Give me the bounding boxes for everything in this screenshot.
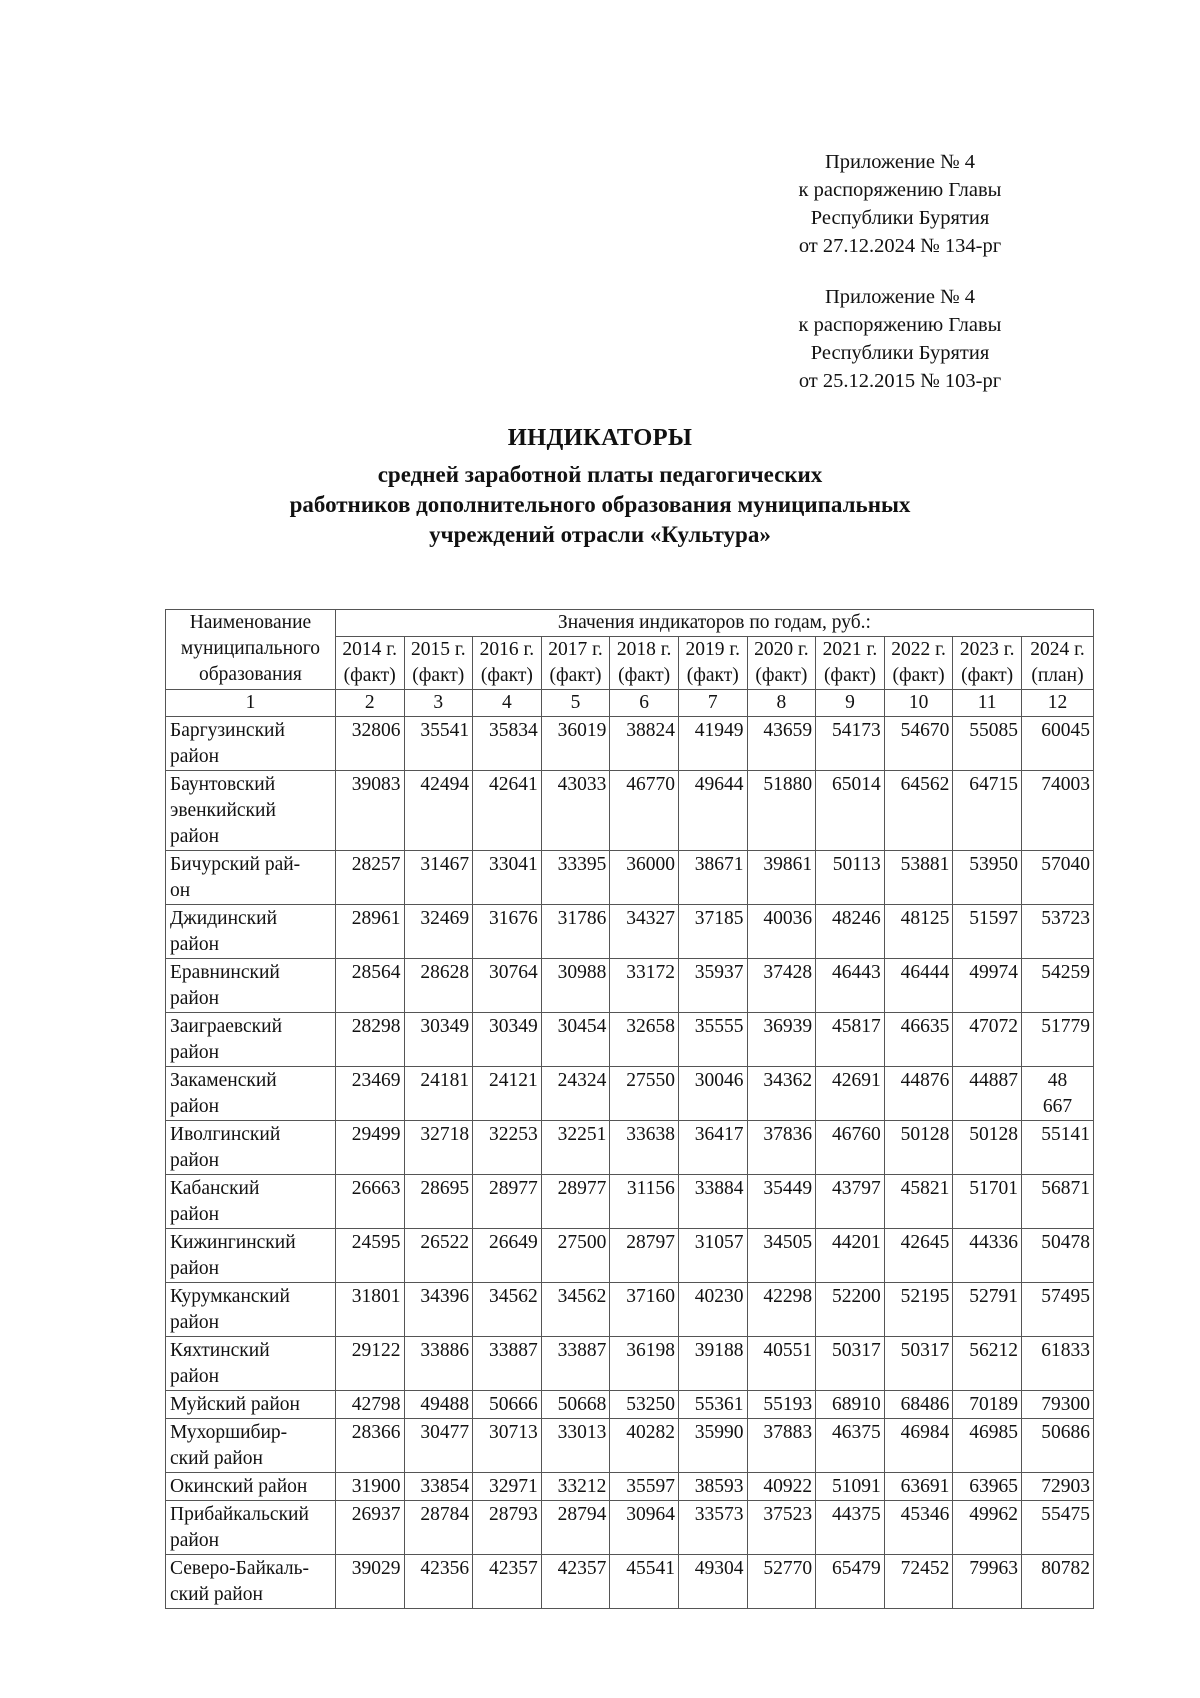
indicator-value: 37428: [747, 959, 816, 1013]
indicator-value: 42356: [404, 1555, 473, 1609]
indicator-value: 43659: [747, 717, 816, 771]
column-header-year: 2024 г.: [1021, 637, 1093, 664]
indicator-value: 33172: [610, 959, 679, 1013]
indicator-value: 33886: [404, 1337, 473, 1391]
indicator-value: 36417: [678, 1121, 747, 1175]
column-header-type: (план): [1021, 663, 1093, 690]
indicator-value: 41949: [678, 717, 747, 771]
column-number: 10: [884, 690, 953, 717]
indicator-value: 35449: [747, 1175, 816, 1229]
indicator-value: 64715: [953, 771, 1022, 851]
table-row: [166, 1419, 1094, 1473]
column-header-name: Наименование муниципального образования: [166, 610, 336, 690]
municipality-name: Кижингинский район: [166, 1229, 336, 1283]
municipality-name: Джидинский район: [166, 905, 336, 959]
indicator-value: 32971: [473, 1473, 542, 1501]
indicator-value: 50317: [884, 1337, 953, 1391]
indicator-value: 42494: [404, 771, 473, 851]
indicator-value: 51597: [953, 905, 1022, 959]
indicator-value: 46375: [816, 1419, 885, 1473]
indicator-value: 49644: [678, 771, 747, 851]
indicator-value: 42798: [335, 1391, 404, 1419]
indicator-value: 34562: [541, 1283, 610, 1337]
indicator-value: 51779: [1021, 1013, 1093, 1067]
column-header-year: 2016 г.: [473, 637, 542, 664]
municipality-name: Бичурский рай- он: [166, 851, 336, 905]
indicator-value: 30988: [541, 959, 610, 1013]
indicator-value: 51880: [747, 771, 816, 851]
indicator-value: 26649: [473, 1229, 542, 1283]
indicator-value: 68910: [816, 1391, 885, 1419]
column-number: 11: [953, 690, 1022, 717]
table-row: [166, 1175, 1094, 1229]
municipality-name: Иволгинский район: [166, 1121, 336, 1175]
indicator-value: 29499: [335, 1121, 404, 1175]
indicator-value: 31786: [541, 905, 610, 959]
indicator-value: 63691: [884, 1473, 953, 1501]
indicator-value: 70189: [953, 1391, 1022, 1419]
municipality-name: Мухоршибир- ский район: [166, 1419, 336, 1473]
municipality-name: Кяхтинский район: [166, 1337, 336, 1391]
indicator-value: 50686: [1021, 1419, 1093, 1473]
indicator-value: 36198: [610, 1337, 679, 1391]
indicator-value: 57495: [1021, 1283, 1093, 1337]
indicator-value: 46985: [953, 1419, 1022, 1473]
appendix-date-line: от 25.12.2015 № 103-рг: [798, 370, 1002, 392]
municipality-name: Муйский район: [166, 1391, 336, 1419]
indicator-value: 28784: [404, 1501, 473, 1555]
indicator-value: 28257: [335, 851, 404, 905]
indicator-value: 36000: [610, 851, 679, 905]
indicator-value: 31801: [335, 1283, 404, 1337]
table-row: [166, 1229, 1094, 1283]
indicator-value: 55193: [747, 1391, 816, 1419]
indicator-value: 42298: [747, 1283, 816, 1337]
municipality-name: Северо-Байкаль- ский район: [166, 1555, 336, 1609]
column-header-year: 2019 г.: [678, 637, 747, 664]
indicator-value: 35937: [678, 959, 747, 1013]
indicator-value: 52195: [884, 1283, 953, 1337]
column-header-year: 2022 г.: [884, 637, 953, 664]
indicator-value: 53723: [1021, 905, 1093, 959]
indicator-value: 28977: [541, 1175, 610, 1229]
indicator-value: 37185: [678, 905, 747, 959]
indicator-value: 51701: [953, 1175, 1022, 1229]
indicator-value: 49974: [953, 959, 1022, 1013]
column-header-type: (факт): [541, 663, 610, 690]
indicator-value: 26663: [335, 1175, 404, 1229]
indicator-value: 32469: [404, 905, 473, 959]
indicator-value: 31676: [473, 905, 542, 959]
indicators-table: [165, 609, 1094, 1609]
indicator-value: 26522: [404, 1229, 473, 1283]
document-title: [0, 423, 1200, 550]
indicator-value: 54173: [816, 717, 885, 771]
indicator-value: 68486: [884, 1391, 953, 1419]
column-number: 2: [335, 690, 404, 717]
title-main: ИНДИКАТОРЫ: [507, 424, 693, 451]
indicator-value: 35555: [678, 1013, 747, 1067]
appendix-line: Приложение № 4: [824, 286, 976, 308]
indicator-value: 34396: [404, 1283, 473, 1337]
indicator-value: 44876: [884, 1067, 953, 1121]
indicator-value: 53250: [610, 1391, 679, 1419]
column-header-year: 2020 г.: [747, 637, 816, 664]
indicator-value: 32806: [335, 717, 404, 771]
indicator-value: 32253: [473, 1121, 542, 1175]
table-row: [166, 1501, 1094, 1555]
indicator-value: 42357: [473, 1555, 542, 1609]
column-header-year: 2015 г.: [404, 637, 473, 664]
appendix-line: Республики Бурятия: [810, 342, 990, 364]
indicator-value: 39083: [335, 771, 404, 851]
indicator-value: 39029: [335, 1555, 404, 1609]
indicator-value: 34562: [473, 1283, 542, 1337]
indicator-value: 33638: [610, 1121, 679, 1175]
indicator-value: 50666: [473, 1391, 542, 1419]
column-number: 3: [404, 690, 473, 717]
title-line: средней заработной платы педагогических: [377, 462, 823, 487]
indicator-value: 28977: [473, 1175, 542, 1229]
indicator-value: 29122: [335, 1337, 404, 1391]
indicator-value: 43033: [541, 771, 610, 851]
indicator-value: 30349: [404, 1013, 473, 1067]
indicator-value: 37836: [747, 1121, 816, 1175]
indicator-value: 33884: [678, 1175, 747, 1229]
indicator-value: 48125: [884, 905, 953, 959]
indicator-value: 49488: [404, 1391, 473, 1419]
indicator-value: 24324: [541, 1067, 610, 1121]
indicator-value: 79963: [953, 1555, 1022, 1609]
indicator-value: 46760: [816, 1121, 885, 1175]
indicator-value: 33041: [473, 851, 542, 905]
column-group-header: Значения индикаторов по годам, руб.:: [335, 610, 1093, 637]
indicator-value: 50128: [953, 1121, 1022, 1175]
table-row: [166, 851, 1094, 905]
indicator-value: 42691: [816, 1067, 885, 1121]
indicator-value: 34362: [747, 1067, 816, 1121]
indicator-value: 40922: [747, 1473, 816, 1501]
column-number: 5: [541, 690, 610, 717]
column-header-type: (факт): [610, 663, 679, 690]
indicator-value: 55475: [1021, 1501, 1093, 1555]
indicator-value: 55085: [953, 717, 1022, 771]
indicator-value: 44336: [953, 1229, 1022, 1283]
indicator-value: 61833: [1021, 1337, 1093, 1391]
indicator-value: 50668: [541, 1391, 610, 1419]
indicator-value: 42641: [473, 771, 542, 851]
indicator-value: 44887: [953, 1067, 1022, 1121]
indicator-value: 54259: [1021, 959, 1093, 1013]
indicator-value: 30964: [610, 1501, 679, 1555]
indicator-value: 30454: [541, 1013, 610, 1067]
municipality-name: Баунтовский эвенкийский район: [166, 771, 336, 851]
indicator-value: 27550: [610, 1067, 679, 1121]
indicator-value: 28794: [541, 1501, 610, 1555]
indicator-value: 32718: [404, 1121, 473, 1175]
indicator-value: 33573: [678, 1501, 747, 1555]
title-line: учреждений отрасли «Культура»: [429, 522, 771, 547]
indicator-value: 28366: [335, 1419, 404, 1473]
column-number: 12: [1021, 690, 1093, 717]
indicator-value: 53881: [884, 851, 953, 905]
table-row: [166, 1121, 1094, 1175]
indicator-value: 79300: [1021, 1391, 1093, 1419]
indicator-value: 52770: [747, 1555, 816, 1609]
appendix-note-original: [760, 283, 1040, 395]
indicator-value: 50128: [884, 1121, 953, 1175]
table-row: [166, 959, 1094, 1013]
indicator-value: 55141: [1021, 1121, 1093, 1175]
table-body: [166, 717, 1094, 1609]
indicator-value: 27500: [541, 1229, 610, 1283]
indicator-value: 46443: [816, 959, 885, 1013]
indicator-value: 28797: [610, 1229, 679, 1283]
indicator-value: 53950: [953, 851, 1022, 905]
indicator-value: 80782: [1021, 1555, 1093, 1609]
column-number: 1: [166, 690, 336, 717]
indicator-value: 56871: [1021, 1175, 1093, 1229]
indicator-value: 46444: [884, 959, 953, 1013]
municipality-name: Заиграевский район: [166, 1013, 336, 1067]
indicator-value: 65014: [816, 771, 885, 851]
appendix-note-current: [760, 148, 1040, 260]
table-row: [166, 1473, 1094, 1501]
column-header-type: (факт): [747, 663, 816, 690]
indicator-value: 30477: [404, 1419, 473, 1473]
indicator-value: 56212: [953, 1337, 1022, 1391]
indicator-value: 28564: [335, 959, 404, 1013]
municipality-name: Окинский район: [166, 1473, 336, 1501]
indicator-value: 34505: [747, 1229, 816, 1283]
indicator-value: 32251: [541, 1121, 610, 1175]
column-header-year: 2014 г.: [335, 637, 404, 664]
indicator-value: 38671: [678, 851, 747, 905]
indicator-value: 35990: [678, 1419, 747, 1473]
indicator-value: 28298: [335, 1013, 404, 1067]
indicator-value: 35597: [610, 1473, 679, 1501]
indicator-value: 33887: [473, 1337, 542, 1391]
table-row: [166, 1391, 1094, 1419]
column-header-type: (факт): [884, 663, 953, 690]
indicator-value: 36019: [541, 717, 610, 771]
appendix-date-line: от 27.12.2024 № 134-рг: [798, 235, 1002, 257]
column-number: 4: [473, 690, 542, 717]
appendix-line: Республики Бурятия: [810, 207, 990, 229]
title-line: работников дополнительного образования муниципальных: [289, 492, 911, 517]
column-header-type: (факт): [678, 663, 747, 690]
indicator-value: 33887: [541, 1337, 610, 1391]
indicator-value: 33212: [541, 1473, 610, 1501]
column-header-year: 2018 г.: [610, 637, 679, 664]
indicator-value: 45817: [816, 1013, 885, 1067]
column-number: 7: [678, 690, 747, 717]
municipality-name: Прибайкальский район: [166, 1501, 336, 1555]
header-row: [166, 610, 1094, 637]
indicator-value: 46984: [884, 1419, 953, 1473]
indicator-value: 64562: [884, 771, 953, 851]
indicator-value: 35541: [404, 717, 473, 771]
indicator-value: 28961: [335, 905, 404, 959]
indicator-value: 30764: [473, 959, 542, 1013]
indicator-value: 42357: [541, 1555, 610, 1609]
indicator-value: 34327: [610, 905, 679, 959]
indicator-value: 28628: [404, 959, 473, 1013]
table-header: [166, 610, 1094, 717]
indicator-value: 26937: [335, 1501, 404, 1555]
indicator-value: 33854: [404, 1473, 473, 1501]
column-number: 6: [610, 690, 679, 717]
indicator-value: 40230: [678, 1283, 747, 1337]
column-number: 9: [816, 690, 885, 717]
indicator-value: 49962: [953, 1501, 1022, 1555]
column-header-year: 2023 г.: [953, 637, 1022, 664]
municipality-name: Закаменский район: [166, 1067, 336, 1121]
indicator-value: 42645: [884, 1229, 953, 1283]
indicator-value: 50478: [1021, 1229, 1093, 1283]
indicator-value: 55361: [678, 1391, 747, 1419]
indicator-value: 48246: [816, 905, 885, 959]
indicator-value: 46770: [610, 771, 679, 851]
column-header-type: (факт): [473, 663, 542, 690]
indicator-value: 40036: [747, 905, 816, 959]
indicator-value: 39861: [747, 851, 816, 905]
indicator-value: 45541: [610, 1555, 679, 1609]
indicator-value: 38824: [610, 717, 679, 771]
indicator-value: 31467: [404, 851, 473, 905]
indicator-value: 44375: [816, 1501, 885, 1555]
column-number-row: [166, 690, 1094, 717]
column-header-type: (факт): [335, 663, 404, 690]
indicator-value: 44201: [816, 1229, 885, 1283]
indicator-value: 74003: [1021, 771, 1093, 851]
municipality-name: Еравнинский район: [166, 959, 336, 1013]
column-header-year: 2021 г.: [816, 637, 885, 664]
table-row: [166, 905, 1094, 959]
indicator-value: 37160: [610, 1283, 679, 1337]
indicator-value: 35834: [473, 717, 542, 771]
municipality-name: Баргузинский район: [166, 717, 336, 771]
indicator-value: 50113: [816, 851, 885, 905]
indicator-value: 43797: [816, 1175, 885, 1229]
column-number: 8: [747, 690, 816, 717]
municipality-name: Кабанский район: [166, 1175, 336, 1229]
indicator-value: 51091: [816, 1473, 885, 1501]
indicator-value: 57040: [1021, 851, 1093, 905]
indicator-value: 32658: [610, 1013, 679, 1067]
indicator-value: 31156: [610, 1175, 679, 1229]
indicator-value: 30046: [678, 1067, 747, 1121]
municipality-name: Курумканский район: [166, 1283, 336, 1337]
indicator-value: 30713: [473, 1419, 542, 1473]
indicator-value: 60045: [1021, 717, 1093, 771]
table-row: [166, 1555, 1094, 1609]
indicator-value: 63965: [953, 1473, 1022, 1501]
indicator-value: 48 667: [1021, 1067, 1093, 1121]
indicator-value: 37883: [747, 1419, 816, 1473]
indicator-value: 37523: [747, 1501, 816, 1555]
column-header-type: (факт): [404, 663, 473, 690]
indicator-value: 72452: [884, 1555, 953, 1609]
indicator-value: 31057: [678, 1229, 747, 1283]
indicator-value: 24595: [335, 1229, 404, 1283]
table-row: [166, 1067, 1094, 1121]
indicator-value: 52200: [816, 1283, 885, 1337]
indicator-value: 28793: [473, 1501, 542, 1555]
indicator-value: 24181: [404, 1067, 473, 1121]
indicator-value: 40551: [747, 1337, 816, 1391]
table-row: [166, 1337, 1094, 1391]
indicator-value: 72903: [1021, 1473, 1093, 1501]
table-row: [166, 1283, 1094, 1337]
indicator-value: 24121: [473, 1067, 542, 1121]
indicator-value: 45821: [884, 1175, 953, 1229]
indicator-value: 50317: [816, 1337, 885, 1391]
appendix-line: Приложение № 4: [824, 151, 976, 173]
indicator-value: 39188: [678, 1337, 747, 1391]
indicator-value: 65479: [816, 1555, 885, 1609]
indicator-value: 31900: [335, 1473, 404, 1501]
indicator-value: 33395: [541, 851, 610, 905]
indicator-value: 45346: [884, 1501, 953, 1555]
indicator-value: 52791: [953, 1283, 1022, 1337]
indicator-value: 46635: [884, 1013, 953, 1067]
indicator-value: 54670: [884, 717, 953, 771]
table-row: [166, 771, 1094, 851]
appendix-line: к распоряжению Главы: [798, 179, 1002, 201]
indicator-value: 33013: [541, 1419, 610, 1473]
appendix-line: к распоряжению Главы: [798, 314, 1002, 336]
column-header-type: (факт): [953, 663, 1022, 690]
indicator-value: 36939: [747, 1013, 816, 1067]
indicator-value: 30349: [473, 1013, 542, 1067]
indicator-value: 23469: [335, 1067, 404, 1121]
column-header-year: 2017 г.: [541, 637, 610, 664]
indicator-value: 49304: [678, 1555, 747, 1609]
indicator-value: 40282: [610, 1419, 679, 1473]
indicator-value: 28695: [404, 1175, 473, 1229]
table-row: [166, 717, 1094, 771]
column-header-type: (факт): [816, 663, 885, 690]
indicator-value: 47072: [953, 1013, 1022, 1067]
table-row: [166, 1013, 1094, 1067]
indicator-value: 38593: [678, 1473, 747, 1501]
